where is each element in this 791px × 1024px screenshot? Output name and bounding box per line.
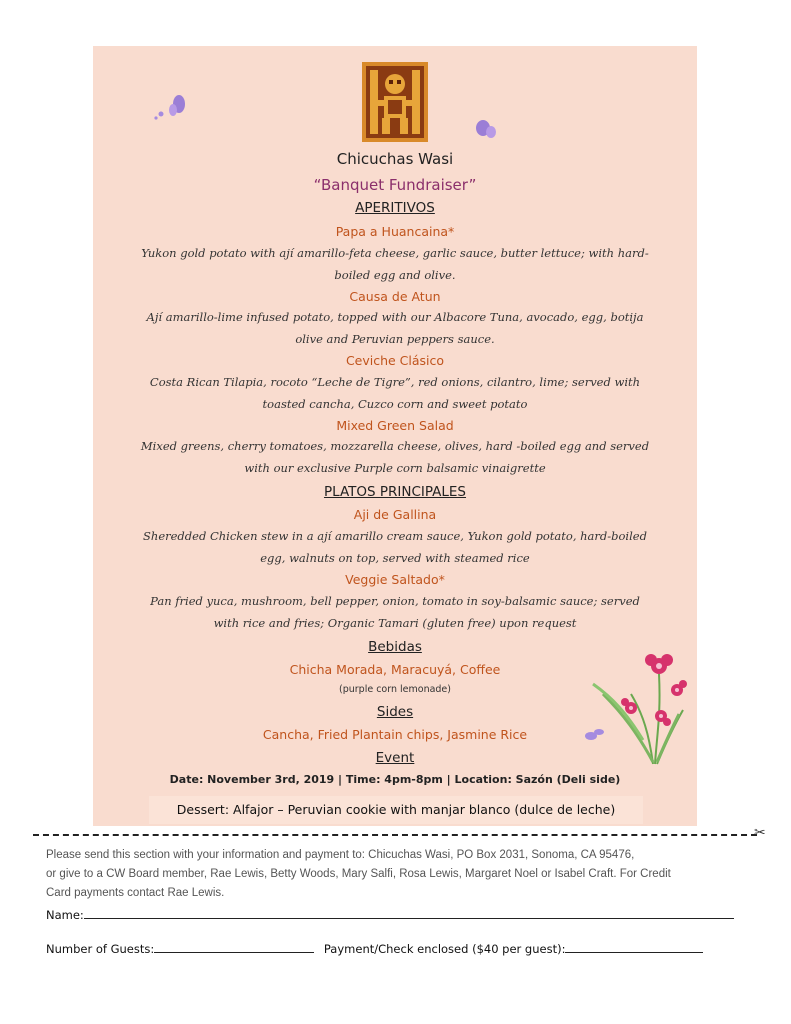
dish-description: Pan fried yuca, mushroom, bell pepper, onion, tomato in soy-balsamic sauce; served with rice and fries; Organic Tamari (gluten free) upon request [150, 594, 640, 630]
flowers-illustration [583, 644, 697, 766]
dish-description: Mixed greens, cherry tomatoes, mozzarella cheese, olives, hard -boiled egg and served with our exclusive Purple corn balsamic vinaigrette [140, 439, 650, 475]
dish-description: Ají amarillo-lime infused potato, topped with our Albacore Tuna, avocado, egg, botija olive and Peruvian peppers sauce. [146, 310, 644, 346]
butterfly-icon [153, 94, 189, 124]
dessert-line: Dessert: Alfajor – Peruvian cookie with manjar blanco (dulce de leche) [149, 796, 643, 824]
section-event: Event [375, 750, 415, 766]
bebidas-note: (purple corn lemonade) [339, 684, 451, 695]
form-instructions: Please send this section with your information and payment to: Chicuchas Wasi, PO Box 2031, Sonoma, CA 95476, or give to a CW Board member, Rae Lewis, Betty Woods, Mary Salfi, Rosa Lewis, Margaret Noel or Isabel Craft. For Credit Card payments contact Rae Lewis. [46, 849, 671, 899]
dish-description: Costa Rican Tilapia, rocoto “Leche de Tigre”, red onions, cilantro, lime; served with toasted cancha, Cuzco corn and sweet potato [149, 375, 641, 411]
response-form [46, 846, 756, 956]
menu-card [93, 46, 697, 826]
payment-field[interactable] [565, 940, 703, 953]
section-aperitivos: APERITIVOS [355, 200, 435, 216]
section-sides: Sides [376, 704, 414, 720]
guests-label: Number of Guests: [46, 942, 155, 956]
menu-title: Chicuchas Wasi [336, 150, 454, 168]
dish-name: Mixed Green Salad [336, 418, 454, 433]
guests-field[interactable] [154, 940, 314, 953]
dish-description: Sheredded Chicken stew in a ají amarillo cream sauce, Yukon gold potato, hard-boiled egg, walnuts on top, served with steamed rice [143, 529, 647, 565]
sides-items: Cancha, Fried Plantain chips, Jasmine Rice [262, 727, 528, 742]
dish-name: Veggie Saltado* [345, 572, 445, 587]
section-bebidas: Bebidas [368, 639, 422, 655]
name-label: Name: [46, 908, 84, 922]
event-details: Date: November 3rd, 2019 | Time: 4pm-8pm | Location: Sazón (Deli side) [169, 773, 621, 786]
dish-name: Papa a Huancaina* [335, 224, 455, 239]
payment-label: Payment/Check enclosed ($40 per guest): [323, 942, 566, 956]
dish-name: Aji de Gallina [353, 507, 437, 522]
name-row [46, 906, 734, 922]
cut-line [33, 834, 757, 836]
tribal-figure-logo [356, 60, 434, 144]
dish-name: Causa de Atun [349, 289, 441, 304]
bebidas-items: Chicha Morada, Maracuyá, Coffee [289, 662, 501, 677]
section-platos-principales: PLATOS PRINCIPALES [323, 484, 467, 500]
dish-name: Ceviche Clásico [345, 353, 445, 368]
guests-payment-row [46, 940, 703, 956]
butterfly-icon [473, 118, 501, 142]
scissors-icon: ✂ [754, 825, 766, 841]
name-field[interactable] [84, 906, 734, 919]
dish-description: Yukon gold potato with ají amarillo-feta cheese, garlic sauce, butter lettuce; with hard- boiled egg and olive. [141, 246, 649, 282]
menu-subtitle: “Banquet Fundraiser” [313, 176, 477, 194]
